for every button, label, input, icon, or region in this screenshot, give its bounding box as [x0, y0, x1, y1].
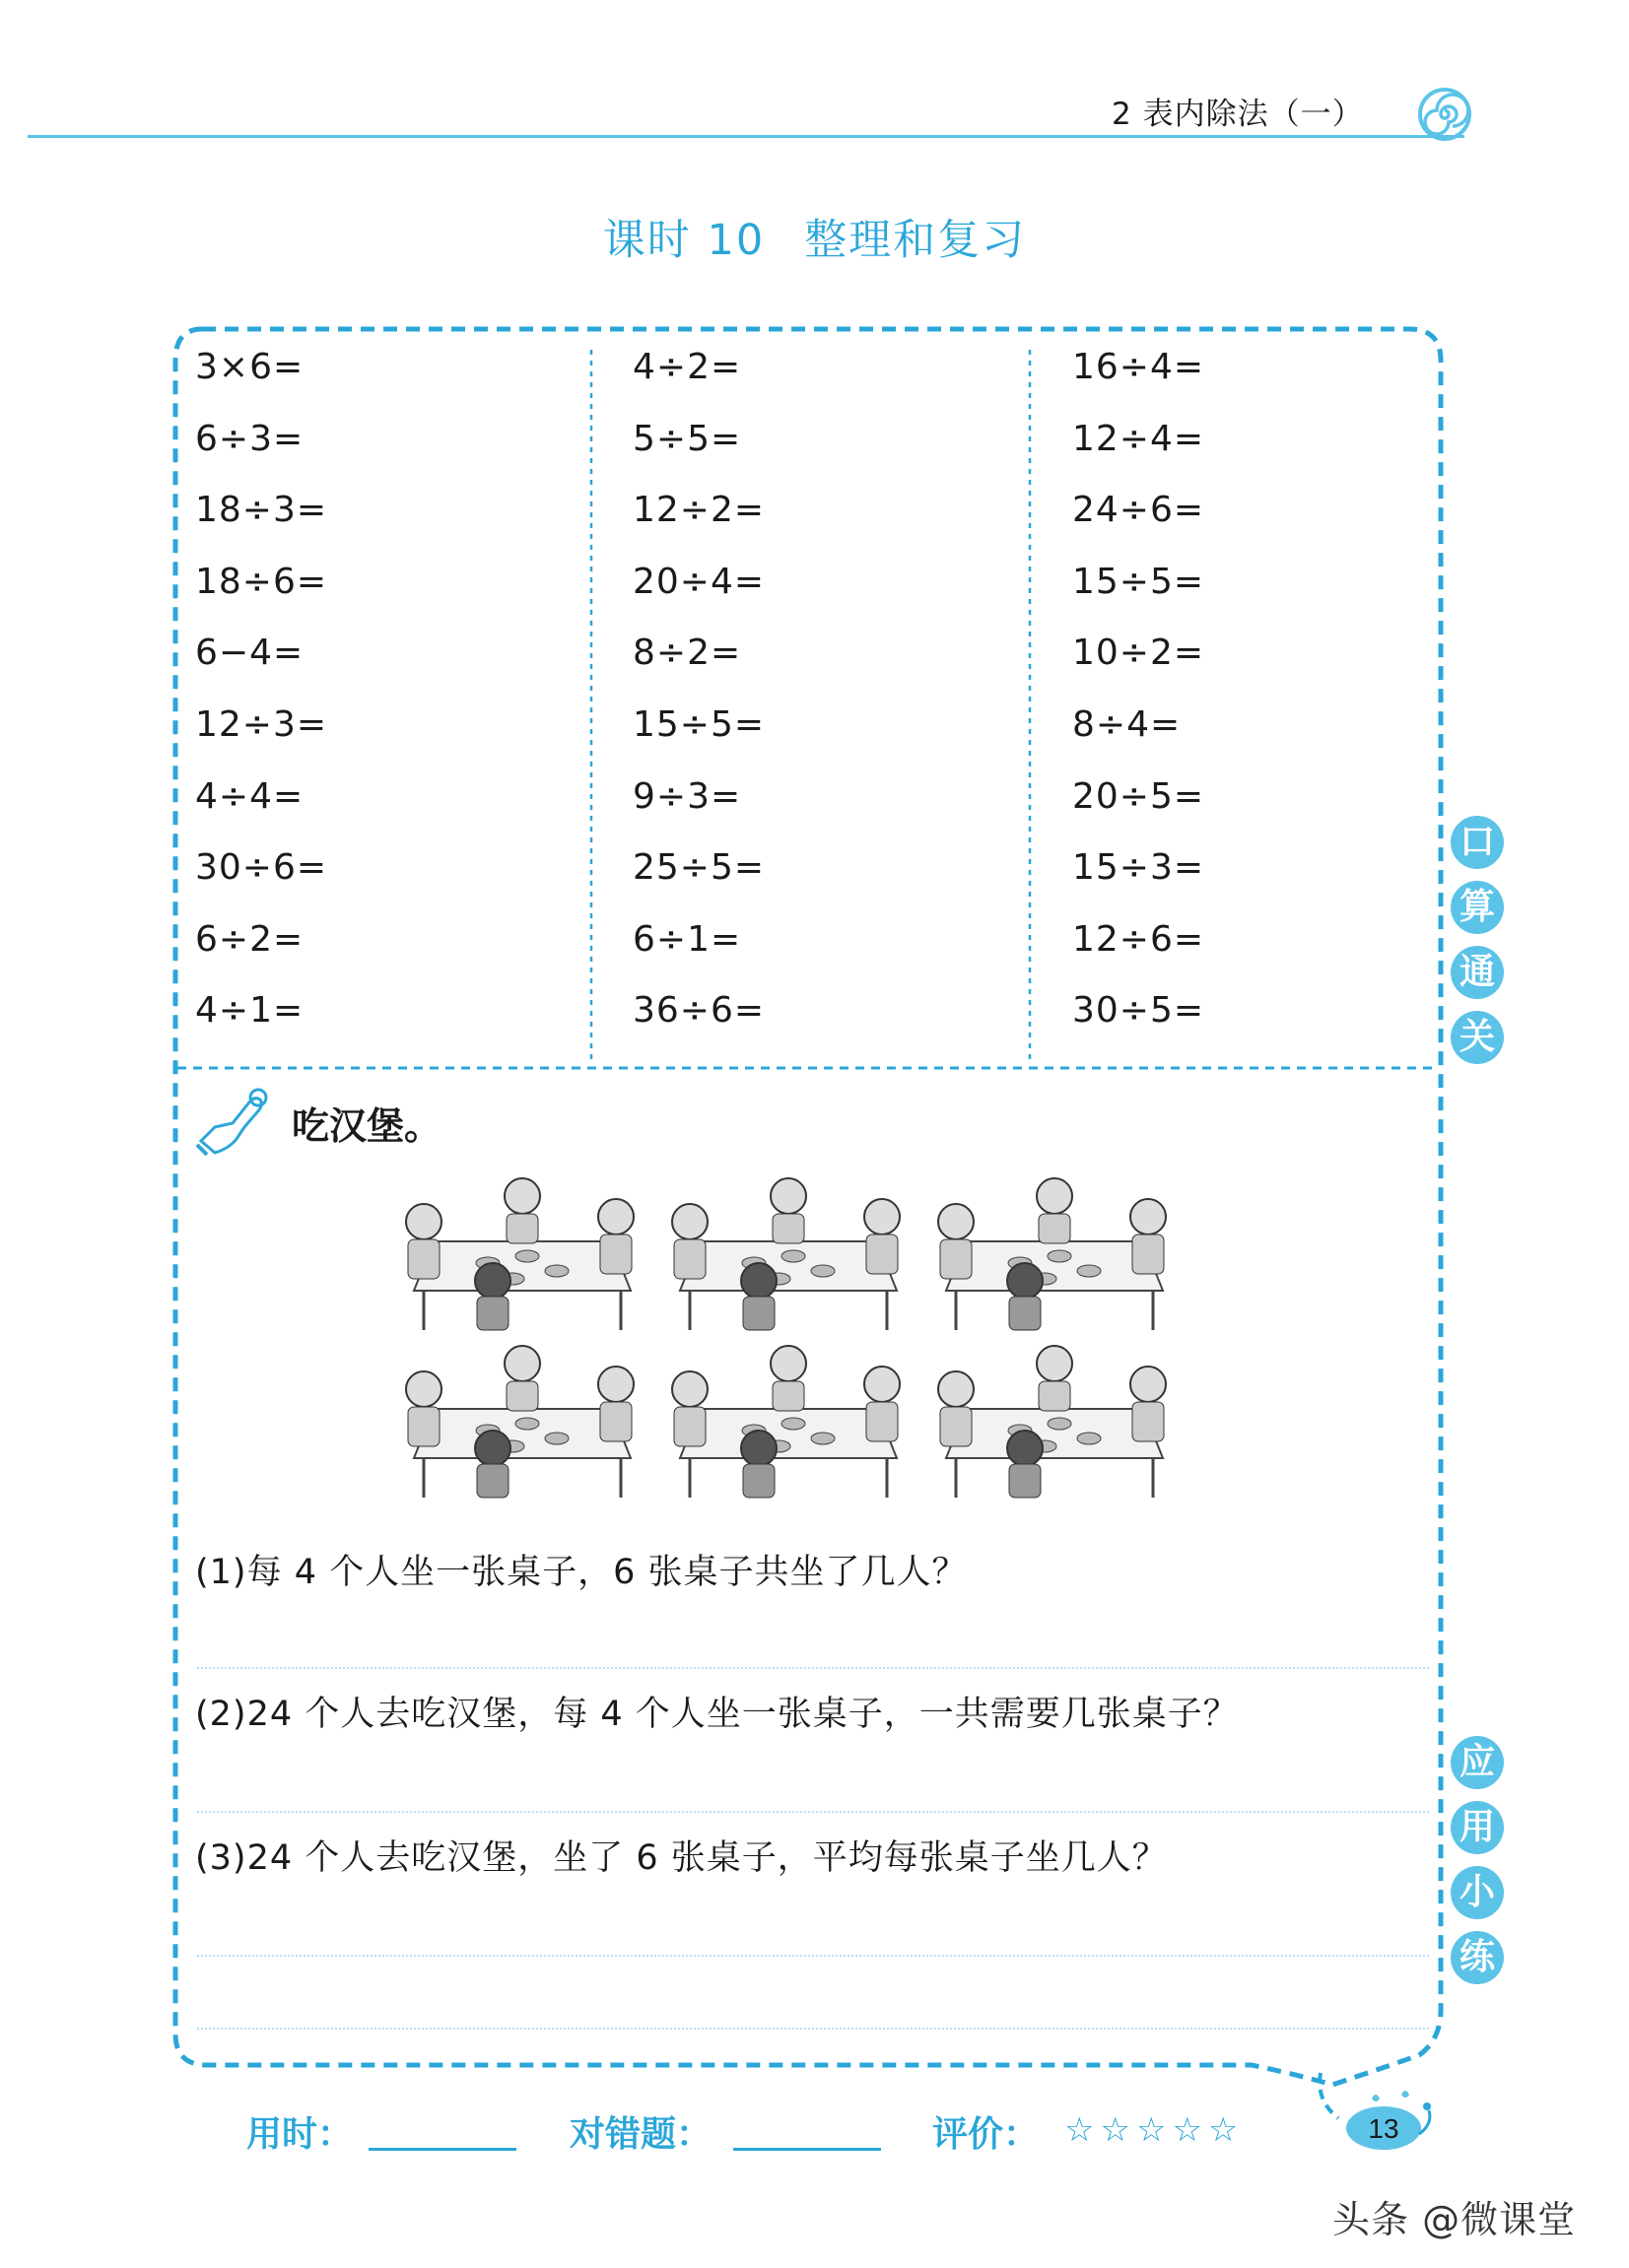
question-3: (3)24 个人去吃汉堡，坐了 6 张桌子，平均每张桌子坐几人？ [195, 1838, 1168, 1878]
side-label-oral [1451, 816, 1506, 1076]
oral-equation: 30÷5= [1072, 990, 1205, 1032]
rating-label: 评价： [932, 2114, 1040, 2155]
lesson-number: 课时 10 [602, 216, 766, 265]
oral-equation: 36÷6= [633, 990, 766, 1032]
oral-equation: 8÷2= [633, 633, 742, 674]
pointing-hand-icon [193, 1084, 272, 1159]
oral-equation: 18÷6= [195, 561, 328, 602]
table-group [938, 1346, 1166, 1498]
errors-label: 对错题： [570, 2114, 713, 2155]
oral-equation: 24÷6= [1072, 490, 1205, 531]
oral-equation: 20÷5= [1072, 775, 1205, 817]
oral-equation: 6÷3= [195, 418, 305, 459]
answer-line [197, 1667, 1429, 1669]
watermark: 头条 @微课堂 [1332, 2198, 1577, 2241]
oral-equation: 15÷5= [633, 704, 766, 745]
oral-equation: 15÷5= [1072, 561, 1205, 602]
side-label-char: 通 [1451, 946, 1504, 999]
oral-equation: 18÷3= [195, 490, 328, 531]
oral-equation: 5÷5= [633, 418, 742, 459]
oral-equation: 4÷4= [195, 775, 305, 817]
side-label-application [1451, 1736, 1506, 1996]
chapter-header: 2 表内除法（一） [1112, 97, 1364, 132]
oral-equation: 30÷6= [195, 847, 328, 889]
oral-equation: 9÷3= [633, 775, 742, 817]
errors-blank[interactable] [733, 2148, 881, 2151]
side-label-char: 算 [1451, 881, 1504, 934]
question-1: (1)每 4 个人坐一张桌子，6 张桌子共坐了几人？ [195, 1553, 968, 1592]
oral-equation: 20÷4= [633, 561, 766, 602]
side-label-char: 用 [1451, 1801, 1504, 1854]
page-number-badge [1342, 2087, 1441, 2154]
table-group [406, 1178, 634, 1330]
oral-equation: 25÷5= [633, 847, 766, 889]
time-blank[interactable] [369, 2148, 516, 2151]
page-number: 13 [1368, 2113, 1399, 2144]
side-label-char: 练 [1451, 1931, 1504, 1984]
table-group [406, 1346, 634, 1498]
oral-equation: 6÷1= [633, 918, 742, 960]
side-label-char: 小 [1451, 1866, 1504, 1919]
side-label-char: 应 [1451, 1736, 1504, 1789]
answer-line [197, 1811, 1429, 1813]
oral-equation: 10÷2= [1072, 633, 1205, 674]
burger-tables-illustration [394, 1172, 1202, 1507]
oral-equation: 12÷2= [633, 490, 766, 531]
side-label-char: 关 [1451, 1011, 1504, 1064]
oral-equation: 12÷6= [1072, 918, 1205, 960]
answer-line [197, 2028, 1429, 2030]
answer-line [197, 1955, 1429, 1957]
oral-equation: 4÷2= [633, 347, 742, 387]
oral-equation: 3×6= [195, 347, 305, 387]
oral-equation: 12÷3= [195, 704, 328, 745]
oral-equation: 6÷2= [195, 918, 305, 960]
question-2: (2)24 个人去吃汉堡，每 4 个人坐一张桌子，一共需要几张桌子？ [195, 1695, 1239, 1734]
table-group [938, 1178, 1166, 1330]
side-label-char: 口 [1451, 816, 1504, 869]
oral-equation: 12÷4= [1072, 418, 1205, 459]
rating-stars[interactable]: ☆☆☆☆☆ [1064, 2110, 1245, 2150]
oral-equation: 16÷4= [1072, 347, 1205, 387]
oral-equation: 6−4= [195, 633, 305, 674]
section-heading: 吃汉堡。 [292, 1104, 442, 1148]
table-group [672, 1178, 900, 1330]
table-group [672, 1346, 900, 1498]
oral-equation: 8÷4= [1072, 704, 1182, 745]
lesson-topic: 整理和复习 [804, 216, 1027, 265]
time-label: 用时： [246, 2114, 354, 2155]
oral-equation: 4÷1= [195, 990, 305, 1032]
oral-equation: 15÷3= [1072, 847, 1205, 889]
